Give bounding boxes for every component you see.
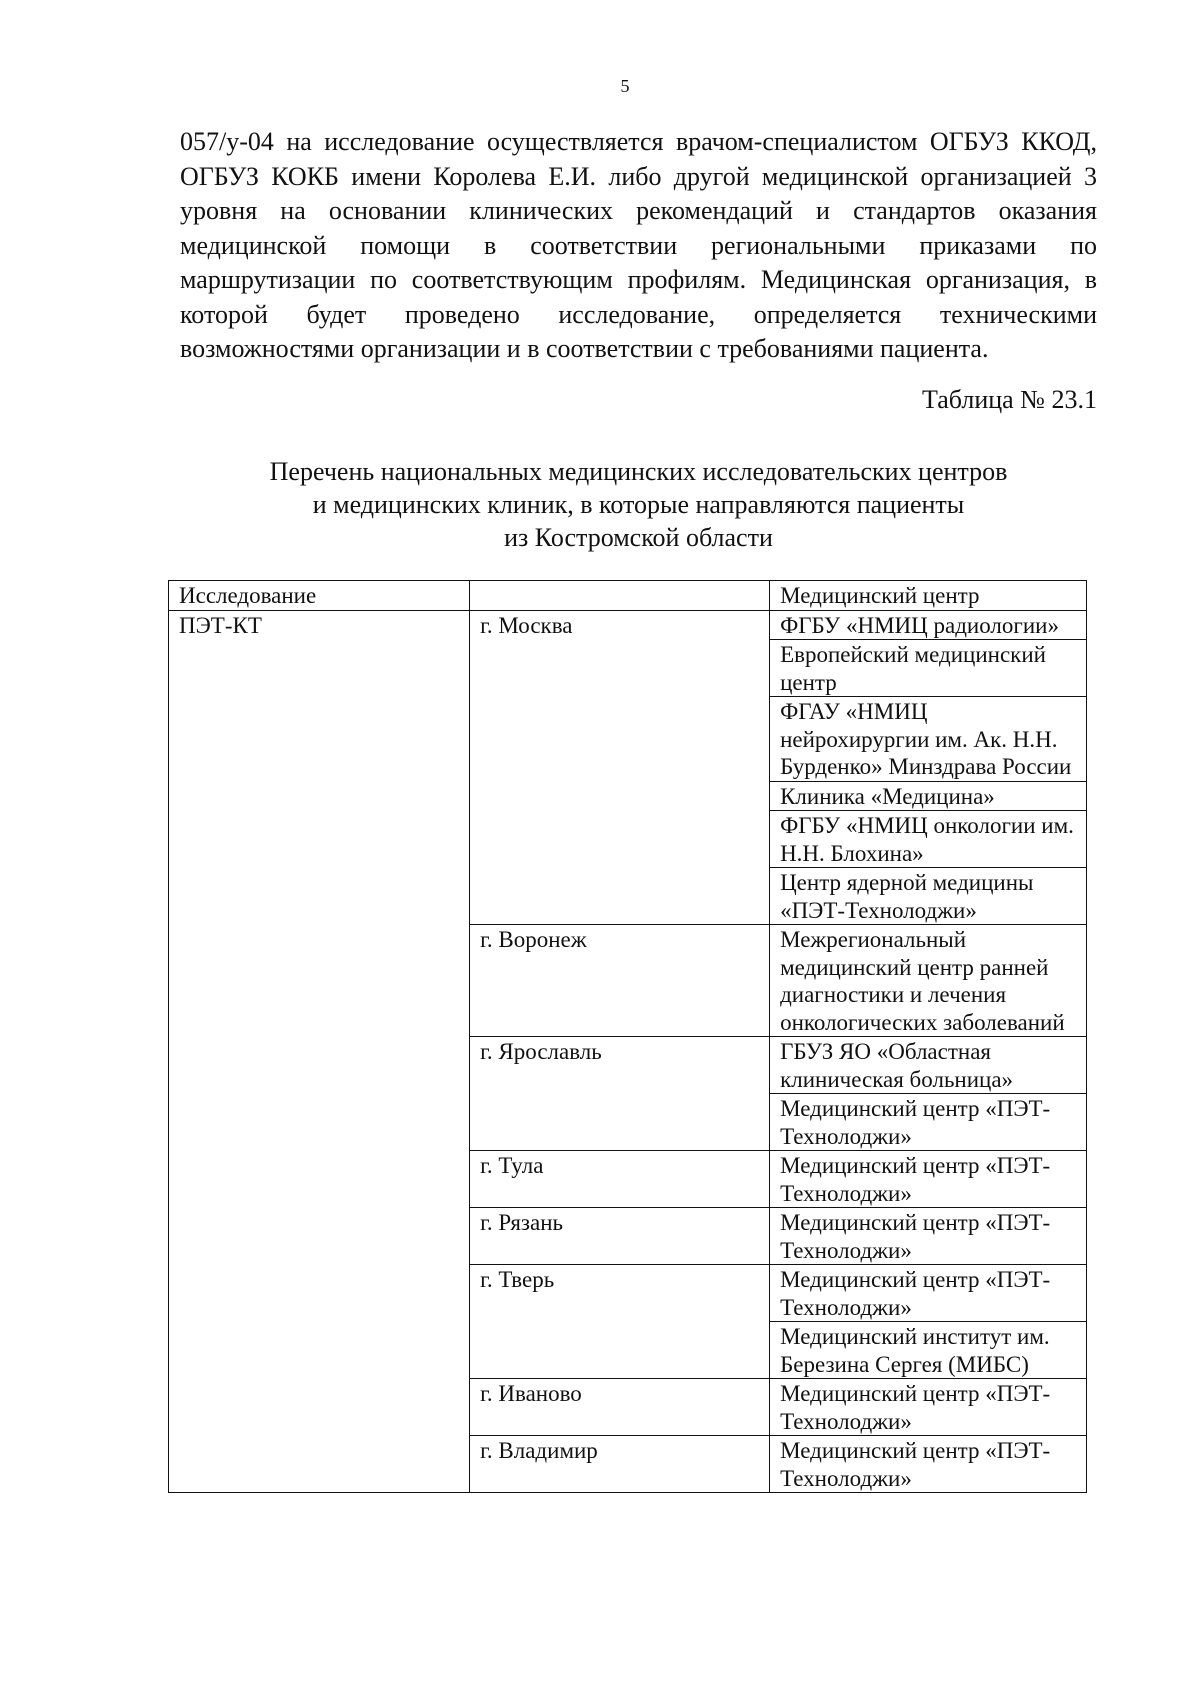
center-cell: ФГБУ «НМИЦ онкологии им. Н.Н. Блохина» [770,811,1087,868]
caption-line: и медицинских клиник, в которые направляются пациенты [312,490,965,519]
table-header-row [169,581,1087,611]
center-cell: Медицинский центр «ПЭТ-Технолоджи» [770,1436,1087,1493]
city-cell: г. Ярославль [470,1037,770,1151]
page-number: 5 [620,76,630,96]
caption-line: из Костромской области [504,523,773,552]
center-cell: Центр ядерной медицины «ПЭТ-Технолоджи» [770,868,1087,925]
center-cell: ФГАУ «НМИЦ нейрохирургии им. Ак. Н.Н. Бурденко» Минздрава России [770,697,1087,782]
center-cell: Медицинский центр «ПЭТ-Технолоджи» [770,1094,1087,1151]
body-paragraph: 057/у-04 на исследование осуществляется врачом-специалистом ОГБУЗ ККОД, ОГБУЗ КОКБ имени Королева Е.И. либо другой медицинской организацией 3 уровня на основании клинических рекомендаций и стандартов оказания медицинской помощи в соответствии региональными приказами по маршрутизации по соответствующим профилям. Медицинская организация, в которой будет проведено исследование, определяется техническими возможностями организации и в соответствии с требованиями пациента. [180,127,1097,363]
study-cell: ПЭТ-КТ [169,610,470,1493]
city-cell: г. Иваново [470,1379,770,1436]
table-caption [180,455,1097,554]
center-cell: Медицинский центр «ПЭТ-Технолоджи» [770,1208,1087,1265]
city-cell: г. Рязань [470,1208,770,1265]
center-cell: Клиника «Медицина» [770,781,1087,811]
header-cell: Медицинский центр [770,581,1087,611]
city-cell: г. Москва [470,610,770,925]
center-cell: Медицинский центр «ПЭТ-Технолоджи» [770,1379,1087,1436]
city-cell: г. Владимир [470,1436,770,1493]
table-number: Таблица № 23.1 [921,385,1097,414]
center-cell: Медицинский центр «ПЭТ-Технолоджи» [770,1265,1087,1322]
center-cell: ФГБУ «НМИЦ радиологии» [770,610,1087,640]
center-cell: ГБУЗ ЯО «Областная клиническая больница» [770,1037,1087,1094]
center-cell: Межрегиональный медицинский центр ранней диагностики и лечения онкологических заболеваний [770,925,1087,1037]
table-row [169,610,1087,640]
center-cell: Медицинский институт им. Березина Сергея (МИБС) [770,1322,1087,1379]
center-cell: Европейский медицинский центр [770,640,1087,697]
centers-table [168,580,1087,1493]
caption-line: Перечень национальных медицинских исследовательских центров [269,457,1008,486]
header-cell: Исследование [169,581,470,611]
city-cell: г. Тула [470,1151,770,1208]
center-cell: Медицинский центр «ПЭТ-Технолоджи» [770,1151,1087,1208]
header-cell [470,581,770,611]
city-cell: г. Тверь [470,1265,770,1379]
city-cell: г. Воронеж [470,925,770,1037]
